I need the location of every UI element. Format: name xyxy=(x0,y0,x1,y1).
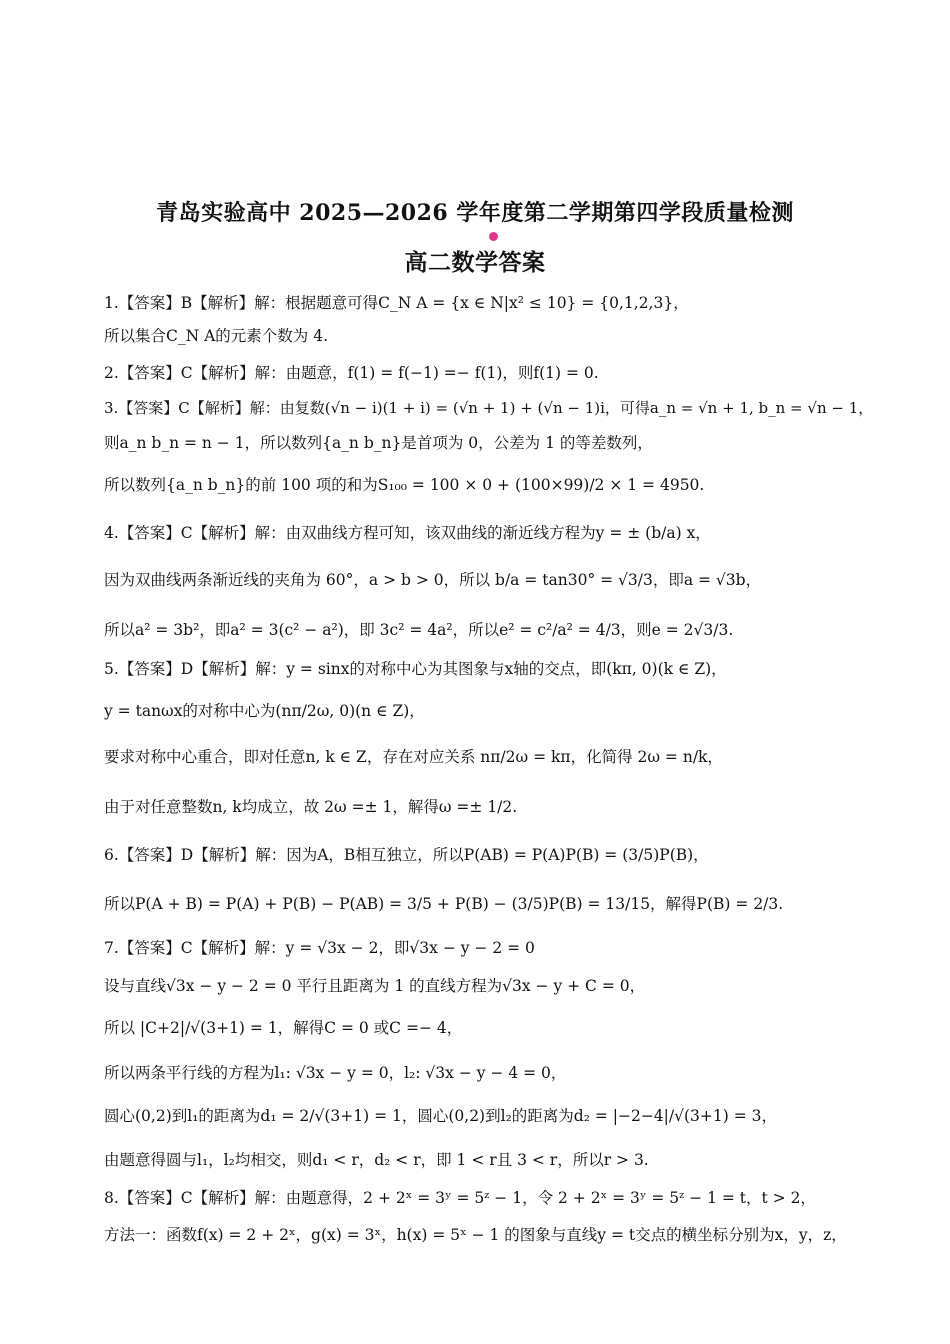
answer-line: y = tanωx的对称中心为(nπ/2ω, 0)(n ∈ Z)， xyxy=(104,702,425,720)
answer-line: 由于对任意整数n, k均成立，故 2ω =± 1，解得ω =± 1/2. xyxy=(104,798,518,816)
answer-line: 4.【答案】C【解析】解：由双曲线方程可知，该双曲线的渐近线方程为y = ± (b/a) x， xyxy=(104,524,711,542)
answer-line: 所以数列{a_n b_n}的前 100 项的和为S₁₀₀ = 100 × 0 + (100×99)/2 × 1 = 4950. xyxy=(104,476,705,494)
answer-line: 因为双曲线两条渐近线的夹角为 60°，a > b > 0，所以 b/a = tan30° = √3/3，即a = √3b， xyxy=(104,571,762,589)
answer-line: 方法一：函数f(x) = 2 + 2ˣ，g(x) = 3ˣ，h(x) = 5ˣ − 1 的图象与直线y = t交点的横坐标分别为x，y，z， xyxy=(104,1226,847,1244)
answer-line: 2.【答案】C【解析】解：由题意，f(1) = f(−1) =− f(1)，则f(1) = 0. xyxy=(104,364,599,382)
document-title: 青岛实验高中 2025—2026 学年度第二学期第四学段质量检测 xyxy=(156,200,794,226)
answer-line: 5.【答案】D【解析】解：y = sinx的对称中心为其图象与x轴的交点，即(kπ, 0)(k ∈ Z)， xyxy=(104,660,727,678)
answer-line: 8.【答案】C【解析】解：由题意得，2 + 2ˣ = 3ʸ = 5ᶻ − 1，令 2 + 2ˣ = 3ʸ = 5ᶻ − 1 = t，t > 2， xyxy=(104,1189,816,1207)
document-subtitle: 高二数学答案 xyxy=(404,249,546,276)
answer-line: 设与直线√3x − y − 2 = 0 平行且距离为 1 的直线方程为√3x − y + C = 0， xyxy=(104,977,646,995)
answer-line: 所以a² = 3b²，即a² = 3(c² − a²)，即 3c² = 4a²，所以e² = c²/a² = 4/3，则e = 2√3/3. xyxy=(104,621,734,639)
answer-line: 所以两条平行线的方程为l₁: √3x − y = 0，l₂: √3x − y − 4 = 0， xyxy=(104,1064,567,1082)
answer-line: 圆心(0,2)到l₁的距离为d₁ = 2/√(3+1) = 1，圆心(0,2)到l₂的距离为d₂ = |−2−4|/√(3+1) = 3， xyxy=(104,1107,778,1125)
answer-line: 则a_n b_n = n − 1，所以数列{a_n b_n}是首项为 0，公差为 1 的等差数列， xyxy=(104,434,653,452)
answer-line: 所以 |C+2|/√(3+1) = 1，解得C = 0 或C =− 4， xyxy=(104,1019,463,1037)
answer-line: 3.【答案】C【解析】解：由复数(√n − i)(1 + i) = (√n + 1) + (√n − 1)i，可得a_n = √n + 1, b_n = √n − 1， xyxy=(104,399,874,417)
answer-line: 1.【答案】B【解析】解：根据题意可得C_N A = {x ∈ N|x² ≤ 10} = {0,1,2,3}， xyxy=(104,294,689,312)
answer-line: 7.【答案】C【解析】解：y = √3x − 2，即√3x − y − 2 = 0 xyxy=(104,939,535,957)
answer-line: 6.【答案】D【解析】解：因为A，B相互独立，所以P(AB) = P(A)P(B) = (3/5)P(B)， xyxy=(104,846,709,864)
answer-line: 所以P(A + B) = P(A) + P(B) − P(AB) = 3/5 + P(B) − (3/5)P(B) = 13/15，解得P(B) = 2/3. xyxy=(104,895,784,913)
answer-line: 由题意得圆与l₁，l₂均相交，则d₁ < r，d₂ < r，即 1 < r且 3 < r，所以r > 3. xyxy=(104,1151,649,1169)
answer-line: 所以集合C_N A的元素个数为 4. xyxy=(104,327,329,345)
answer-line: 要求对称中心重合，即对任意n, k ∈ Z，存在对应关系 nπ/2ω = kπ，化简得 2ω = n/k， xyxy=(104,748,723,766)
pink-marker-dot xyxy=(489,232,498,241)
